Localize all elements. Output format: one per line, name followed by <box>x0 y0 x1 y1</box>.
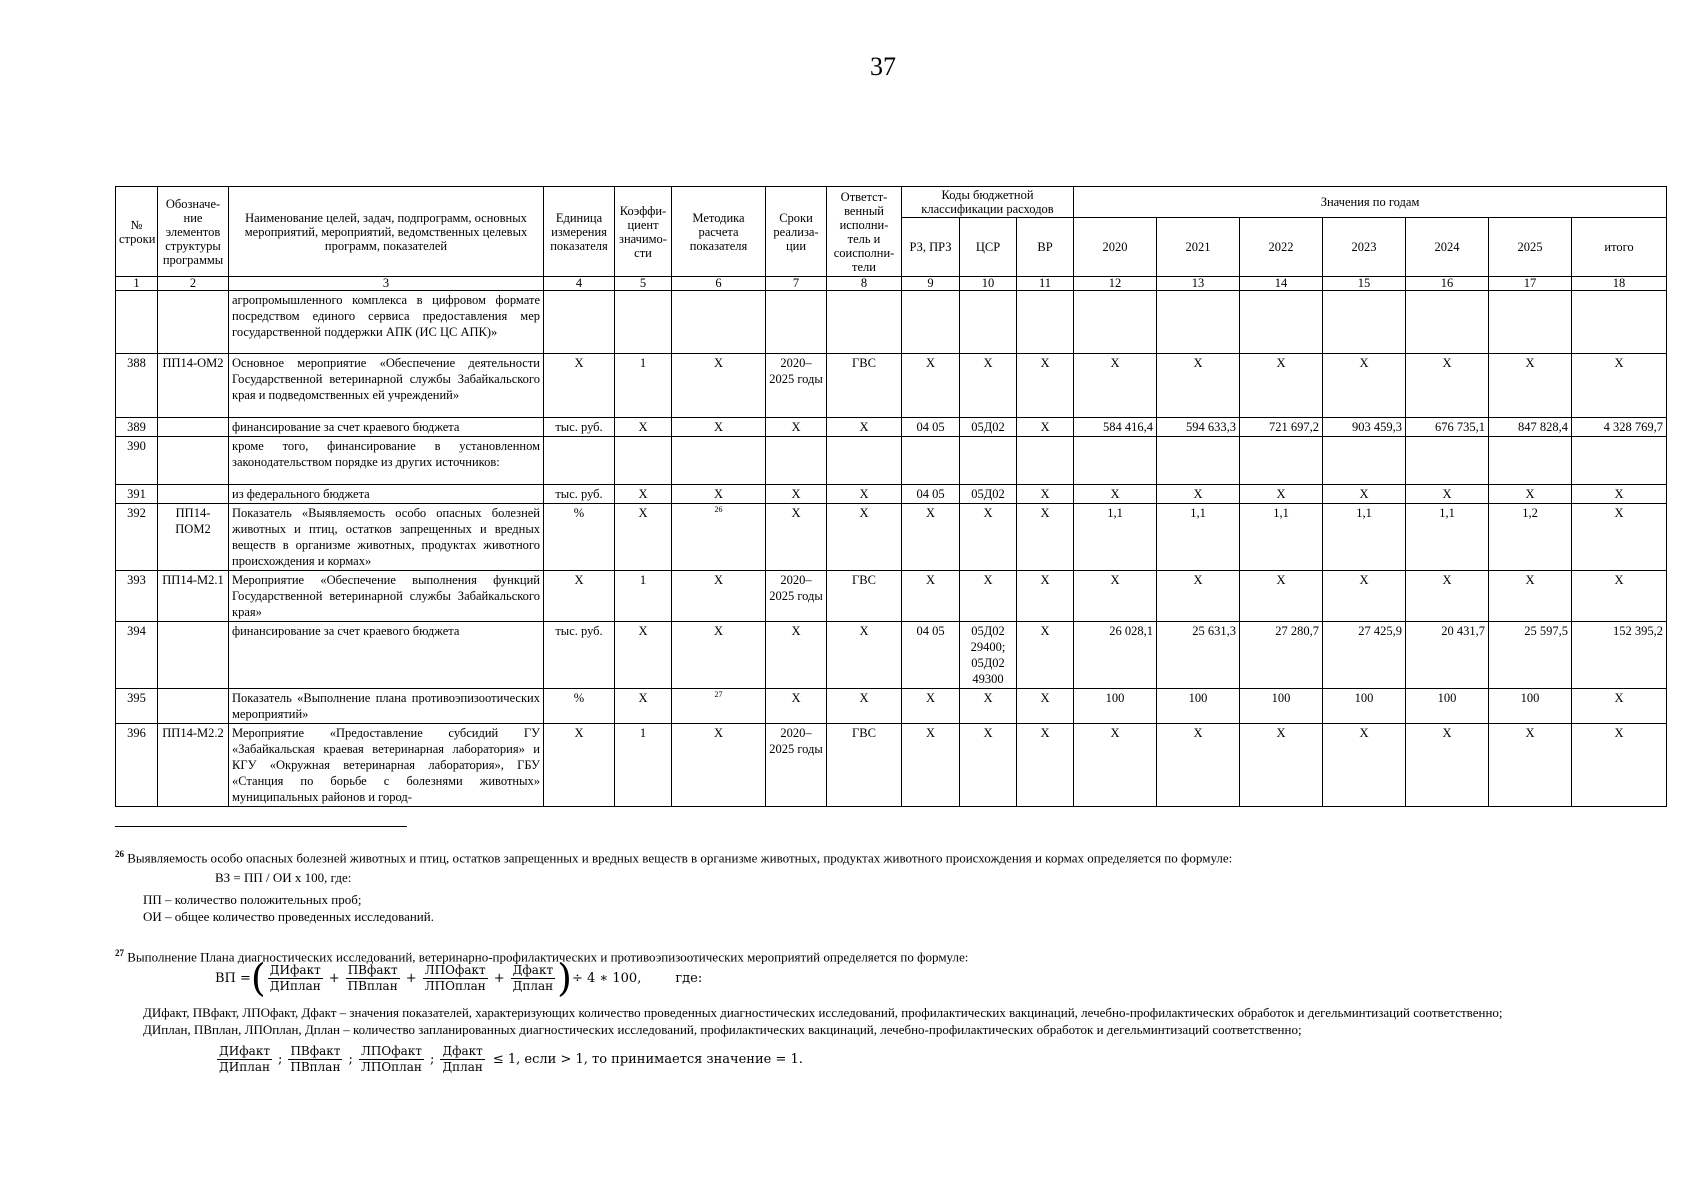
year-value: Х <box>1323 354 1406 418</box>
column-number: 8 <box>827 277 902 291</box>
unit: тыс. руб. <box>544 622 615 689</box>
year-value: 26 028,1 <box>1074 622 1157 689</box>
element-code <box>158 485 229 504</box>
footnote-reference: 27 <box>714 689 723 699</box>
element-name: финансирование за счет краевого бюджета <box>229 418 544 437</box>
year-value: Х <box>1406 724 1489 807</box>
vr-code: Х <box>1017 504 1074 571</box>
table-row <box>116 291 1667 354</box>
year-value: Х <box>1240 485 1323 504</box>
year-value: 27 280,7 <box>1240 622 1323 689</box>
year-value: 1,1 <box>1323 504 1406 571</box>
rz-code: Х <box>902 689 960 724</box>
responsible: Х <box>827 689 902 724</box>
footnote-26-mark: 26 <box>115 849 124 859</box>
condition-den: ЛПОплан <box>360 1060 422 1074</box>
vr-code: Х <box>1017 485 1074 504</box>
year-value: 100 <box>1240 689 1323 724</box>
element-code <box>158 437 229 485</box>
formula-where: где: <box>675 970 703 986</box>
vr-code: Х <box>1017 689 1074 724</box>
total-value: Х <box>1572 571 1667 622</box>
header-year: 2025 <box>1489 218 1572 277</box>
header-year: 2021 <box>1157 218 1240 277</box>
column-number: 9 <box>902 277 960 291</box>
year-value <box>1074 437 1157 485</box>
row-number <box>116 291 158 354</box>
method: Х <box>672 354 766 418</box>
formula-fraction-lpo <box>423 963 488 994</box>
column-number: 5 <box>615 277 672 291</box>
header-year: 2020 <box>1074 218 1157 277</box>
unit: % <box>544 689 615 724</box>
coefficient: Х <box>615 504 672 571</box>
footnote-27-def1: ДИфакт, ПВфакт, ЛПОфакт, Дфакт – значения показателей, характеризующих количество проведенных диагностических исследований, профилактических вакцинаций, лечебно-профилактических обработок и дегельминтизаций соответственно; <box>143 1005 1503 1020</box>
header-name: Наименование целей, задач, подпрограмм, основных мероприятий, мероприятий, ведомственных целевых программ, показателей <box>229 187 544 277</box>
column-number: 14 <box>1240 277 1323 291</box>
vr-code: Х <box>1017 571 1074 622</box>
column-number: 10 <box>960 277 1017 291</box>
year-value: 100 <box>1074 689 1157 724</box>
header-csr: ЦСР <box>960 218 1017 277</box>
year-value: Х <box>1074 571 1157 622</box>
unit: тыс. руб. <box>544 485 615 504</box>
method: Х <box>672 418 766 437</box>
element-name: финансирование за счет краевого бюджета <box>229 622 544 689</box>
total-value: 152 395,2 <box>1572 622 1667 689</box>
terms: 2020–2025 годы <box>766 571 827 622</box>
year-value <box>1489 437 1572 485</box>
column-number: 13 <box>1157 277 1240 291</box>
year-value: 1,1 <box>1240 504 1323 571</box>
formula-den: ДИплан <box>269 978 321 993</box>
rz-code: 04 05 <box>902 418 960 437</box>
table-row <box>116 437 1667 485</box>
unit: % <box>544 504 615 571</box>
footnote-27-formula <box>215 958 702 998</box>
header-coef: Коэффи-циент значимо-сти <box>615 187 672 277</box>
column-number: 15 <box>1323 277 1406 291</box>
csr-code: Х <box>960 504 1017 571</box>
column-number: 3 <box>229 277 544 291</box>
responsible: Х <box>827 622 902 689</box>
rz-code: 04 05 <box>902 485 960 504</box>
header-rz: РЗ, ПРЗ <box>902 218 960 277</box>
column-number: 2 <box>158 277 229 291</box>
element-name: кроме того, финансирование в установленном законодательством порядке из других источников: <box>229 437 544 485</box>
year-value <box>1240 437 1323 485</box>
year-value: 847 828,4 <box>1489 418 1572 437</box>
row-number: 392 <box>116 504 158 571</box>
element-code <box>158 291 229 354</box>
year-value: 1,1 <box>1157 504 1240 571</box>
year-value: 27 425,9 <box>1323 622 1406 689</box>
element-code: ПП14-М2.1 <box>158 571 229 622</box>
total-value: 4 328 769,7 <box>1572 418 1667 437</box>
year-value: 100 <box>1489 689 1572 724</box>
total-value: Х <box>1572 354 1667 418</box>
program-table <box>115 186 1667 807</box>
header-budget-codes: Коды бюджетной классификации расходов <box>902 187 1074 218</box>
total-value <box>1572 291 1667 354</box>
formula-num: ЛПОфакт <box>424 962 486 977</box>
row-number: 391 <box>116 485 158 504</box>
formula-den: Дплан <box>512 978 554 993</box>
condition-den: ДИплан <box>219 1060 270 1074</box>
total-value <box>1572 437 1667 485</box>
footnote-27-text: Выполнение Плана диагностических исследований, ветеринарно-профилактических и противоэпизоотических мероприятий определяется по формуле: <box>127 949 969 965</box>
csr-code: Х <box>960 689 1017 724</box>
year-value: 100 <box>1323 689 1406 724</box>
table-row <box>116 418 1667 437</box>
rz-code: Х <box>902 724 960 807</box>
coefficient: 1 <box>615 571 672 622</box>
year-value: 25 631,3 <box>1157 622 1240 689</box>
csr-code <box>960 437 1017 485</box>
year-value <box>1157 291 1240 354</box>
year-value <box>1406 437 1489 485</box>
formula-plus: + <box>328 970 340 986</box>
footnote-27-def2: ДИплан, ПВплан, ЛПОплан, Дплан – количество запланированных диагностических исследований, профилактических вакцинаций, лечебно-профилактических обработок и дегельминтизаций соответственно; <box>143 1022 1302 1037</box>
vr-code: Х <box>1017 354 1074 418</box>
method: Х <box>672 622 766 689</box>
formula-lhs: ВП = <box>215 970 251 986</box>
year-value: Х <box>1406 571 1489 622</box>
year-value: Х <box>1240 354 1323 418</box>
condition-text: ≤ 1, если > 1, то принимается значение = 1. <box>492 1052 803 1067</box>
footnote-26 <box>115 846 1232 866</box>
element-name: Показатель «Выполнение плана противоэпизоотических мероприятий» <box>229 689 544 724</box>
year-value <box>1489 291 1572 354</box>
method <box>672 689 766 724</box>
csr-code: Х <box>960 724 1017 807</box>
terms: Х <box>766 418 827 437</box>
rz-code <box>902 291 960 354</box>
row-number: 394 <box>116 622 158 689</box>
element-code: ПП14-М2.2 <box>158 724 229 807</box>
csr-code: 05Д02 <box>960 485 1017 504</box>
year-value <box>1074 291 1157 354</box>
header-responsible: Ответст-венный исполни-тель и соисполни-тели <box>827 187 902 277</box>
element-code: ПП14-ПОМ2 <box>158 504 229 571</box>
responsible: Х <box>827 485 902 504</box>
year-value: Х <box>1157 724 1240 807</box>
element-name: Мероприятие «Обеспечение выполнения функций Государственной ветеринарной службы Забайкальского края» <box>229 571 544 622</box>
column-number: 17 <box>1489 277 1572 291</box>
responsible: ГВС <box>827 724 902 807</box>
formula-tail: ÷ 4 ∗ 100, <box>571 970 642 986</box>
formula-den: ЛПОплан <box>424 978 486 993</box>
terms: Х <box>766 485 827 504</box>
method: Х <box>672 485 766 504</box>
year-value: Х <box>1074 354 1157 418</box>
year-value: 594 633,3 <box>1157 418 1240 437</box>
vr-code: Х <box>1017 622 1074 689</box>
csr-code <box>960 291 1017 354</box>
condition-num: Дфакт <box>442 1044 483 1058</box>
formula-fraction-d <box>511 963 556 994</box>
header-method: Методика расчета показателя <box>672 187 766 277</box>
header-year: 2024 <box>1406 218 1489 277</box>
year-value <box>1240 291 1323 354</box>
footnote-26-def1: ПП – количество положительных проб; <box>143 892 362 907</box>
rz-code: Х <box>902 354 960 418</box>
column-number: 12 <box>1074 277 1157 291</box>
coefficient: Х <box>615 622 672 689</box>
element-code <box>158 622 229 689</box>
year-value: Х <box>1323 571 1406 622</box>
year-value: Х <box>1489 724 1572 807</box>
terms: Х <box>766 622 827 689</box>
condition-fraction-d <box>440 1044 485 1075</box>
condition-num: ДИфакт <box>219 1044 270 1058</box>
formula-plus: + <box>405 970 417 986</box>
terms: Х <box>766 504 827 571</box>
coefficient: Х <box>615 689 672 724</box>
row-number: 395 <box>116 689 158 724</box>
header-year: 2023 <box>1323 218 1406 277</box>
footnote-26-formula: ВЗ = ПП / ОИ х 100, где: <box>215 870 352 885</box>
header-row-no: № строки <box>116 187 158 277</box>
year-value: 100 <box>1157 689 1240 724</box>
column-number: 11 <box>1017 277 1074 291</box>
unit: Х <box>544 354 615 418</box>
table-row <box>116 485 1667 504</box>
element-name: Основное мероприятие «Обеспечение деятельности Государственной ветеринарной службы Забайкальского края и подведомственных ей учреждений» <box>229 354 544 418</box>
header-designation: Обозначе-ние элементов структуры программы <box>158 187 229 277</box>
year-value: Х <box>1489 571 1572 622</box>
header-year: 2022 <box>1240 218 1323 277</box>
footnote-reference: 26 <box>714 504 723 514</box>
formula-num: ПВфакт <box>347 962 398 977</box>
vr-code: Х <box>1017 724 1074 807</box>
responsible: Х <box>827 418 902 437</box>
terms <box>766 291 827 354</box>
element-name: агропромышленного комплекса в цифровом формате посредством единого сервиса предоставления мер государственной поддержки АПК (ИС ЦС АПК)» <box>229 291 544 354</box>
terms: Х <box>766 689 827 724</box>
responsible: Х <box>827 504 902 571</box>
total-value: Х <box>1572 485 1667 504</box>
csr-code: 05Д02 29400; 05Д02 49300 <box>960 622 1017 689</box>
column-number: 16 <box>1406 277 1489 291</box>
responsible: ГВС <box>827 354 902 418</box>
column-number-row <box>116 277 1667 291</box>
responsible: ГВС <box>827 571 902 622</box>
unit <box>544 291 615 354</box>
terms: 2020–2025 годы <box>766 354 827 418</box>
total-value: Х <box>1572 504 1667 571</box>
coefficient: Х <box>615 418 672 437</box>
rz-code: Х <box>902 571 960 622</box>
year-value: Х <box>1157 571 1240 622</box>
year-value: 584 416,4 <box>1074 418 1157 437</box>
coefficient: Х <box>615 485 672 504</box>
unit <box>544 437 615 485</box>
year-value <box>1323 437 1406 485</box>
rz-code <box>902 437 960 485</box>
formula-num: Дфакт <box>512 962 554 977</box>
total-value: Х <box>1572 724 1667 807</box>
footnote-26-def2: ОИ – общее количество проведенных исследований. <box>143 909 434 924</box>
table-row <box>116 689 1667 724</box>
year-value: 1,1 <box>1406 504 1489 571</box>
footnote-27-mark: 27 <box>115 948 124 958</box>
year-value: 676 735,1 <box>1406 418 1489 437</box>
year-value: 25 597,5 <box>1489 622 1572 689</box>
year-value: Х <box>1323 724 1406 807</box>
method <box>672 437 766 485</box>
condition-den: Дплан <box>442 1060 483 1074</box>
vr-code <box>1017 437 1074 485</box>
year-value: Х <box>1323 485 1406 504</box>
year-value: 721 697,2 <box>1240 418 1323 437</box>
year-value <box>1323 291 1406 354</box>
table-row <box>116 724 1667 807</box>
coefficient <box>615 291 672 354</box>
responsible <box>827 291 902 354</box>
header-vr: ВР <box>1017 218 1074 277</box>
year-value: Х <box>1489 354 1572 418</box>
unit: Х <box>544 571 615 622</box>
row-number: 389 <box>116 418 158 437</box>
year-value <box>1406 291 1489 354</box>
column-number: 6 <box>672 277 766 291</box>
year-value: Х <box>1157 485 1240 504</box>
vr-code: Х <box>1017 418 1074 437</box>
condition-fraction-lpo <box>359 1044 424 1075</box>
year-value: 20 431,7 <box>1406 622 1489 689</box>
row-number: 390 <box>116 437 158 485</box>
year-value <box>1157 437 1240 485</box>
formula-den: ПВплан <box>347 978 398 993</box>
rz-code: Х <box>902 504 960 571</box>
footnote-separator <box>115 826 407 827</box>
row-number: 396 <box>116 724 158 807</box>
element-code: ПП14-ОМ2 <box>158 354 229 418</box>
condition-separator: ; <box>278 1052 283 1067</box>
method: Х <box>672 571 766 622</box>
condition-fraction-pv <box>288 1044 342 1075</box>
coefficient: 1 <box>615 354 672 418</box>
responsible <box>827 437 902 485</box>
element-name: из федерального бюджета <box>229 485 544 504</box>
formula-open-paren: ( <box>250 956 266 1000</box>
page-number: 37 <box>870 52 896 81</box>
element-name: Мероприятие «Предоставление субсидий ГУ «Забайкальская краевая ветеринарная лаборатория» и КГУ «Окружная ветеринарная лаборатория», ГБУ «Станция по борьбе с болезнями животных» муниципальных районов и город- <box>229 724 544 807</box>
year-value: Х <box>1240 724 1323 807</box>
formula-close-paren: ) <box>557 956 572 1000</box>
year-value: Х <box>1074 485 1157 504</box>
unit: тыс. руб. <box>544 418 615 437</box>
table-row <box>116 571 1667 622</box>
column-number: 18 <box>1572 277 1667 291</box>
condition-den: ПВплан <box>290 1060 341 1074</box>
header-terms: Сроки реализа-ции <box>766 187 827 277</box>
column-number: 4 <box>544 277 615 291</box>
csr-code: 05Д02 <box>960 418 1017 437</box>
formula-fraction-di <box>268 963 323 994</box>
method: Х <box>672 724 766 807</box>
total-value: Х <box>1572 689 1667 724</box>
table-row <box>116 354 1667 418</box>
row-number: 393 <box>116 571 158 622</box>
year-value: 1,2 <box>1489 504 1572 571</box>
condition-separator: ; <box>429 1052 435 1067</box>
year-value: 903 459,3 <box>1323 418 1406 437</box>
method <box>672 504 766 571</box>
unit: Х <box>544 724 615 807</box>
condition-num: ПВфакт <box>290 1044 341 1058</box>
vr-code <box>1017 291 1074 354</box>
column-number: 7 <box>766 277 827 291</box>
element-code <box>158 689 229 724</box>
rz-code: 04 05 <box>902 622 960 689</box>
csr-code: Х <box>960 571 1017 622</box>
formula-fraction-pv <box>346 963 400 994</box>
year-value: Х <box>1240 571 1323 622</box>
method <box>672 291 766 354</box>
table-row <box>116 504 1667 571</box>
terms: 2020–2025 годы <box>766 724 827 807</box>
year-value: Х <box>1406 354 1489 418</box>
condition-num: ЛПОфакт <box>360 1044 422 1058</box>
formula-plus: + <box>493 970 505 986</box>
coefficient <box>615 437 672 485</box>
element-name: Показатель «Выявляемость особо опасных болезней животных и птиц, остатков запрещенных и вредных веществ в организме животных, продуктах животного происхождения и кормах» <box>229 504 544 571</box>
header-values-by-year: Значения по годам <box>1074 187 1667 218</box>
table-body <box>116 291 1667 807</box>
formula-num: ДИфакт <box>269 962 321 977</box>
year-value: Х <box>1489 485 1572 504</box>
footnote-27-condition <box>215 1044 803 1075</box>
header-unit: Единица измерения показателя <box>544 187 615 277</box>
year-value: Х <box>1406 485 1489 504</box>
condition-fraction-di <box>217 1044 272 1075</box>
column-number: 1 <box>116 277 158 291</box>
element-code <box>158 418 229 437</box>
footnote-26-text: Выявляемость особо опасных болезней животных и птиц, остатков запрещенных и вредных веществ в организме животных, продуктах животного происхождения и кормах определяется по формуле: <box>127 850 1233 866</box>
csr-code: Х <box>960 354 1017 418</box>
condition-separator: ; <box>348 1052 353 1067</box>
year-value: 1,1 <box>1074 504 1157 571</box>
year-value: Х <box>1074 724 1157 807</box>
coefficient: 1 <box>615 724 672 807</box>
table-row <box>116 622 1667 689</box>
year-value: Х <box>1157 354 1240 418</box>
row-number: 388 <box>116 354 158 418</box>
terms <box>766 437 827 485</box>
header-total: итого <box>1572 218 1667 277</box>
year-value: 100 <box>1406 689 1489 724</box>
